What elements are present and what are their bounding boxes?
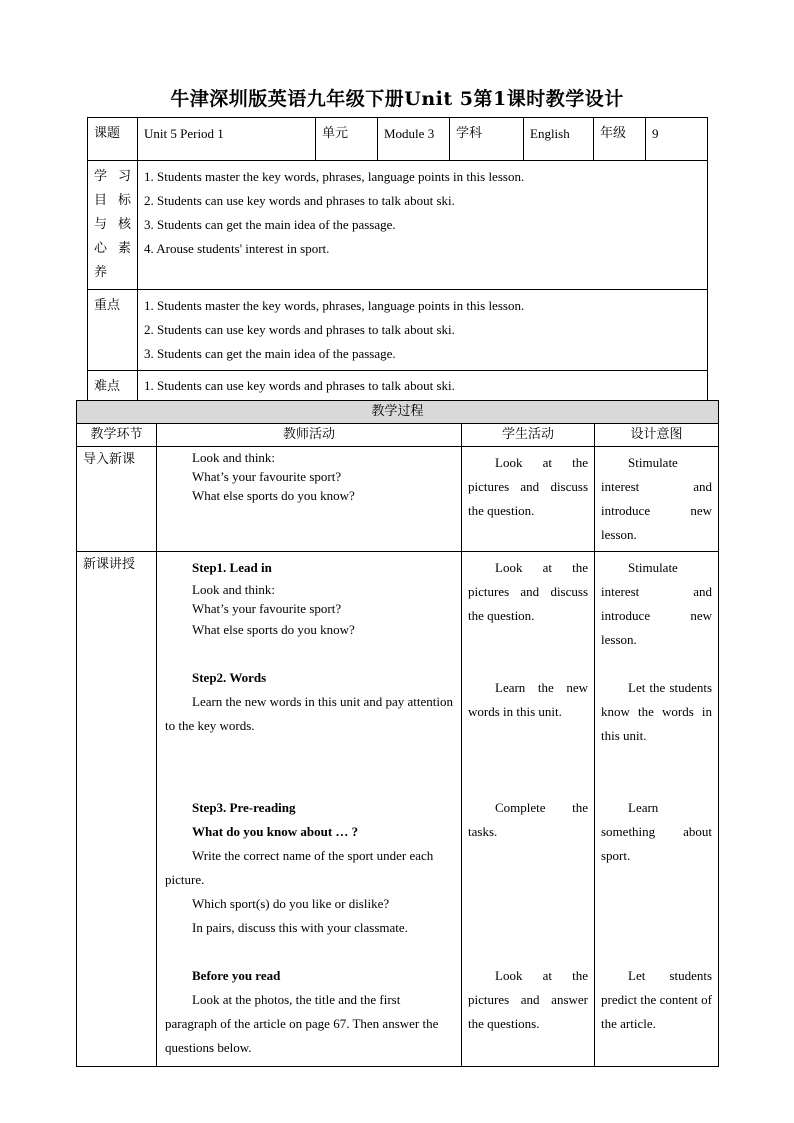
key-point-item: 1. Students master the key words, phrases, language points in this lesson.	[144, 298, 525, 313]
step2-title: Step2. Words	[192, 670, 267, 685]
key-point-item: 2. Students can use key words and phrases to talk about ski.	[144, 322, 455, 337]
course-info-table	[87, 117, 708, 424]
header-intent: 设计意图	[595, 424, 719, 447]
intro-teacher-activity: Look and think: What’s your favourite sport? What else sports do you know?	[157, 447, 462, 552]
teaching-process-table	[76, 400, 719, 1067]
step1-title: Step1. Lead in	[192, 560, 272, 575]
header-stage: 教学环节	[77, 424, 157, 447]
step3-title: Step3. Pre-reading	[192, 800, 296, 815]
unit-value: Module 3	[378, 118, 450, 161]
key-points-list	[138, 290, 708, 371]
header-student: 学生活动	[462, 424, 595, 447]
goals-list	[138, 161, 708, 290]
subject-label: 学科	[450, 118, 524, 161]
key-point-item: 3. Students can get the main idea of the passage.	[144, 346, 396, 361]
subject-value: English	[524, 118, 594, 161]
stage-new-lesson: 新课讲授	[77, 552, 157, 1067]
before-read-title: Before you read	[192, 968, 281, 983]
new-lesson-design-intent: Stimulate interest and introduce new lesson. Let the students know the words in this unit. Learn something about sport. Let students predict the content of the article.	[595, 552, 719, 1067]
step3-subtitle: What do you know about … ?	[192, 824, 359, 839]
stage-intro: 导入新课	[77, 447, 157, 552]
grade-value: 9	[646, 118, 708, 161]
difficult-points-label: 难点	[88, 371, 138, 424]
new-lesson-teacher-activity: Step1. Lead in Look and think: What’s your favourite sport? What else sports do you know? Step2. Words Learn the new words in this unit and pay attention to the key words. Step3. Pre-reading What do you know about … ? Write the correct name of the sport under each picture. Which sport(s) do you like or dislike? In pairs, discuss this with your classmate. Before you read Look at the photos, the title and the first paragraph of the article on page 67. Then answer the questions below.	[157, 552, 462, 1067]
header-teacher: 教师活动	[157, 424, 462, 447]
topic-label: 课题	[88, 118, 138, 161]
unit-label: 单元	[316, 118, 378, 161]
intro-design-intent: Stimulate interest and introduce new lesson.	[595, 447, 719, 552]
goal-item: 3. Students can get the main idea of the passage.	[144, 217, 396, 232]
page-title: 牛津深圳版英语九年级下册Unit 5第1课时教学设计	[170, 88, 624, 110]
key-points-label: 重点	[88, 290, 138, 371]
process-title: 教学过程	[77, 401, 719, 424]
intro-student-activity: Look at the pictures and discuss the question.	[462, 447, 595, 552]
topic-value: Unit 5 Period 1	[138, 118, 316, 161]
grade-label: 年级	[594, 118, 646, 161]
new-lesson-student-activity: Look at the pictures and discuss the question. Learn the new words in this unit. Complete the tasks. Look at the pictures and answer the questions.	[462, 552, 595, 1067]
goal-item: 4. Arouse students' interest in sport.	[144, 241, 330, 256]
goal-item: 1. Students master the key words, phrases, language points in this lesson.	[144, 169, 525, 184]
difficult-point-item: 1. Students can use key words and phrases to talk about ski.	[144, 378, 455, 393]
goals-label: 学习 目 标 与 核 心 素 养	[88, 161, 138, 290]
goal-item: 2. Students can use key words and phrases to talk about ski.	[144, 193, 455, 208]
